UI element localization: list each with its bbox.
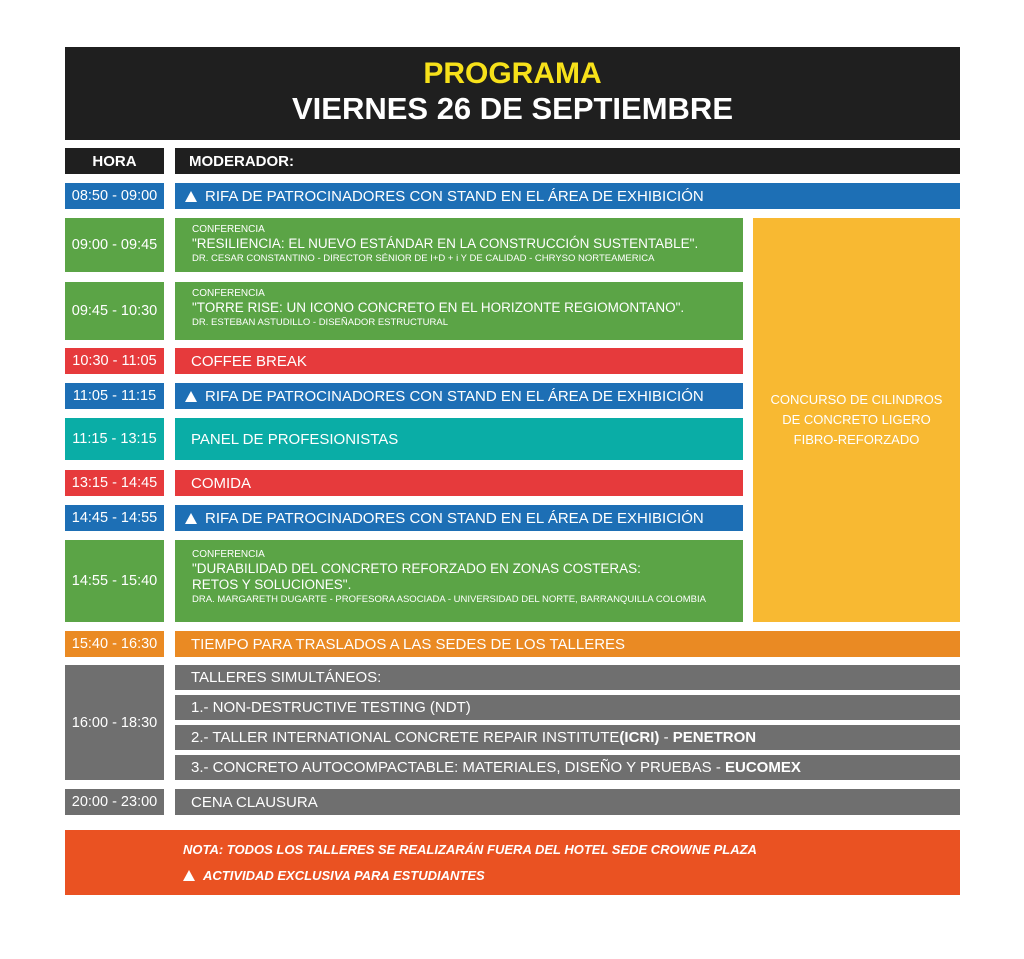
- conference-speaker: DR. CESAR CONSTANTINO - DIRECTOR SÉNIOR DE I+D + i Y DE CALIDAD - CHRYSO NORTEAMERICA: [192, 253, 655, 264]
- time-slot: 14:55 - 15:40: [65, 540, 164, 622]
- time-slot: 11:05 - 11:15: [65, 383, 164, 409]
- event-raffle: [175, 505, 743, 531]
- conference-title: "RESILIENCIA: EL NUEVO ESTÁNDAR EN LA CONSTRUCCIÓN SUSTENTABLE".: [192, 236, 699, 251]
- event-text: RIFA DE PATROCINADORES CON STAND EN EL ÁREA DE EXHIBICIÓN: [205, 509, 704, 527]
- time-slot: 10:30 - 11:05: [65, 348, 164, 374]
- side-event-concurso: [753, 218, 960, 622]
- time-slot: 16:00 - 18:30: [65, 665, 164, 780]
- triangle-icon: [185, 391, 197, 402]
- side-event-line: DE CONCRETO LIGERO: [782, 412, 931, 427]
- conference-label: CONFERENCIA: [192, 224, 265, 235]
- time-slot: 13:15 - 14:45: [65, 470, 164, 496]
- taller-sponsor: EUCOMEX: [725, 759, 801, 776]
- nota-legend-text: ACTIVIDAD EXCLUSIVA PARA ESTUDIANTES: [203, 868, 485, 883]
- time-slot: 15:40 - 16:30: [65, 631, 164, 657]
- conference-speaker: DRA. MARGARETH DUGARTE - PROFESORA ASOCIADA - UNIVERSIDAD DEL NORTE, BARRANQUILLA COLOMBIA: [192, 594, 706, 605]
- event-text: RIFA DE PATROCINADORES CON STAND EN EL ÁREA DE EXHIBICIÓN: [205, 387, 704, 405]
- event-raffle: [175, 183, 960, 209]
- taller-item: [175, 755, 960, 780]
- time-slot: 14:45 - 14:55: [65, 505, 164, 531]
- event-comida: COMIDA: [175, 470, 743, 496]
- taller-separator: -: [659, 729, 673, 746]
- taller-text: 3.- CONCRETO AUTOCOMPACTABLE: MATERIALES, DISEÑO Y PRUEBAS -: [191, 759, 726, 776]
- conference-label: CONFERENCIA: [192, 288, 265, 299]
- time-slot: 09:00 - 09:45: [65, 218, 164, 272]
- event-coffee-break: COFFEE BREAK: [175, 348, 743, 374]
- column-header-hora: HORA: [65, 148, 164, 174]
- event-conference: [175, 540, 743, 622]
- conference-title-line2: RETOS Y SOLUCIONES".: [192, 577, 352, 592]
- time-slot: 09:45 - 10:30: [65, 282, 164, 340]
- event-conference: [175, 218, 743, 272]
- triangle-icon: [185, 191, 197, 202]
- program-date: VIERNES 26 DE SEPTIEMBRE: [291, 91, 733, 126]
- time-slot: 20:00 - 23:00: [65, 789, 164, 815]
- taller-item: [175, 725, 960, 750]
- event-panel: PANEL DE PROFESIONISTAS: [175, 418, 743, 460]
- conference-title: "TORRE RISE: UN ICONO CONCRETO EN EL HORIZONTE REGIOMONTANO".: [192, 300, 685, 315]
- program-header: [65, 47, 960, 140]
- event-raffle: [175, 383, 743, 409]
- conference-speaker: DR. ESTEBAN ASTUDILLO - DISEÑADOR ESTRUCTURAL: [192, 317, 449, 328]
- side-event-line: FIBRO-REFORZADO: [793, 432, 920, 447]
- time-slot: 11:15 - 13:15: [65, 418, 164, 460]
- triangle-icon: [185, 513, 197, 524]
- triangle-icon: [183, 870, 195, 881]
- program-title: PROGRAMA: [423, 57, 602, 90]
- nota-box: [65, 830, 960, 895]
- talleres-title: TALLERES SIMULTÁNEOS:: [175, 665, 960, 690]
- event-text: RIFA DE PATROCINADORES CON STAND EN EL ÁREA DE EXHIBICIÓN: [205, 187, 704, 205]
- taller-item: 1.- NON-DESTRUCTIVE TESTING (NDT): [175, 695, 960, 720]
- conference-title: "DURABILIDAD DEL CONCRETO REFORZADO EN ZONAS COSTERAS:: [192, 561, 641, 576]
- taller-sponsor: PENETRON: [672, 729, 757, 746]
- nota-text: NOTA: TODOS LOS TALLERES SE REALIZARÁN FUERA DEL HOTEL SEDE CROWNE PLAZA: [183, 842, 757, 857]
- conference-label: CONFERENCIA: [192, 549, 265, 560]
- taller-org: (ICRI): [619, 729, 660, 746]
- taller-text: 2.- TALLER INTERNATIONAL CONCRETE REPAIR INSTITUTE: [191, 729, 620, 746]
- time-slot: 08:50 - 09:00: [65, 183, 164, 209]
- event-conference: [175, 282, 743, 340]
- side-event-line: CONCURSO DE CILINDROS: [770, 392, 943, 407]
- column-header-moderador: MODERADOR:: [175, 148, 960, 174]
- event-traslados: TIEMPO PARA TRASLADOS A LAS SEDES DE LOS TALLERES: [175, 631, 960, 657]
- event-cena: CENA CLAUSURA: [175, 789, 960, 815]
- nota-legend: [183, 868, 485, 883]
